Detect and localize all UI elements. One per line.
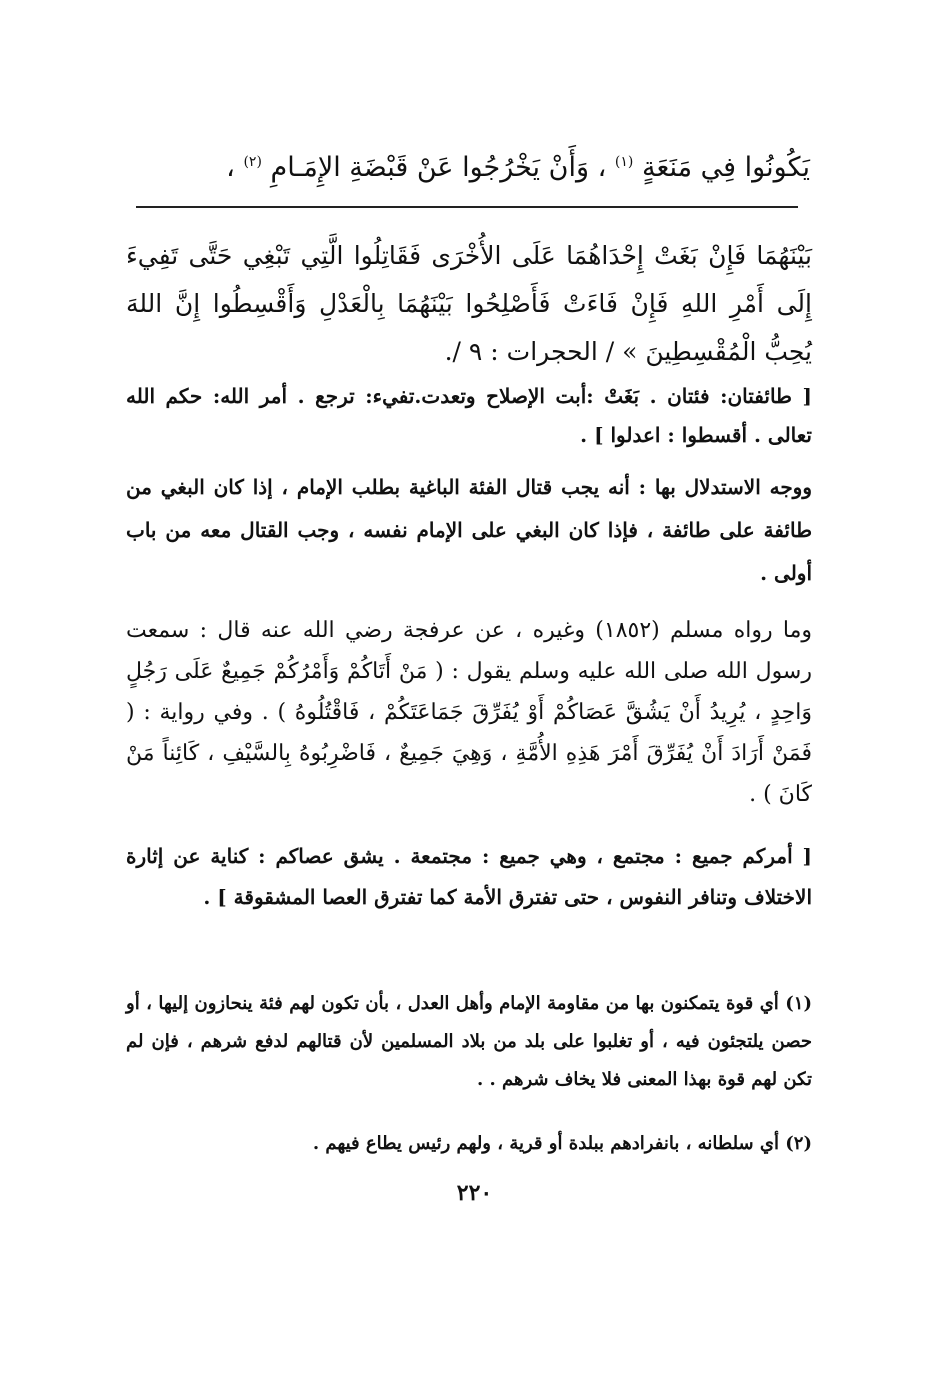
footnote-ref-2: (٢) bbox=[243, 154, 262, 170]
page-number: ٢٢٠ bbox=[456, 1180, 493, 1206]
evidence-paragraph: ووجه الاستدلال بها : أنه يجب قتال الفئة الباغية بطلب الإمام ، إذا كان البغي من طائفة على طائفة ، فإذا كان البغي على الإمام نفسه ، وجب القتال معه من باب أولى . bbox=[126, 475, 812, 585]
footnote-1-text: أي قوة يتمكنون بها من مقاومة الإمام وأهل العدل ، بأن تكون لهم فئة ينحازون إليها ، أو حصن يلتجئون فيه ، أو تغلبوا على بلد من بلاد المسلمين لأن قتالهم لدفع شرهم ، فإن لم تكن لهم قوة بهذا المعنى فلا يخاف شرهم . . bbox=[126, 993, 812, 1090]
hadith-paragraph: وما رواه مسلم (١٨٥٢) وغيره ، عن عرفجة رضي الله عنه قال : سمعت رسول الله صلى الله عليه وسلم يقول : ( مَنْ أَتَاكُمْ وَأَمْرُكُمْ جَمِيعٌ عَلَى رَجُلٍ وَاحِدٍ ، يُرِيدُ أَنْ يَشُقَّ عَصَاكُمْ أَوْ يُفَرِّقَ جَمَاعَتَكُمْ ، فَاقْتُلُوهُ ) . وفي رواية : ( فَمَنْ أَرَادَ أَنْ يُفَرِّقَ أَمْرَ هَذِهِ الأُمَّةِ ، وَهِيَ جَمِيعٌ ، فَاضْرِبُوهُ بِالسَّيْفِ ، كَائِناً مَنْ كَانَ ) . bbox=[126, 618, 813, 807]
footnote-ref-1: (١) bbox=[614, 154, 634, 170]
footnote-2-ref: (٢) bbox=[785, 1133, 812, 1154]
footnote-2-text: أي سلطانه ، بانفرادهم ببلدة أو قرية ، ولهم رئيس يطاع فيهم . bbox=[312, 1133, 779, 1154]
footnote-2 bbox=[126, 1125, 812, 1163]
continuation-text-c: ، bbox=[226, 152, 235, 183]
continuation-text-b: ، وَأَنْ يَخْرُجُوا عَنْ قَبْضَةِ الإِمَـامِ bbox=[270, 152, 607, 183]
footnote-1-ref: (١) bbox=[785, 993, 812, 1014]
hadith-glossary-note: [ أمركم جميع : مجتمع ، وهي جميع : مجتمعة . يشق عصاكم : كناية عن إثارة الاختلاف وتنافر النفوس ، حتى تفترق الأمة كما تفترق العصا المشقوقة ] . bbox=[126, 844, 812, 909]
continuation-line bbox=[120, 140, 810, 190]
continuation-text-a: يَكُونُوا فِي مَنَعَةٍ bbox=[641, 152, 810, 183]
verse-glossary-note: [ طائفتان: فئتان . بَغَتْ :أبت الإصلاح وتعدت.تفيء: ترجع . أمر الله: حكم الله تعالى . أقسطوا : اعدلوا ] . bbox=[126, 384, 812, 447]
horizontal-rule bbox=[136, 206, 798, 208]
quran-verse: بَيْنَهُمَا فَإِنْ بَغَتْ إِحْدَاهُمَا عَلَى الأُخْرَى فَقَاتِلُوا الَّتِي تَبْغِي حَتَّى تَفِيءَ إِلَى أَمْرِ اللهِ فَإِنْ فَاءَتْ فَأَصْلِحُوا بَيْنَهُمَا بِالْعَدْلِ وَأَقْسِطُوا إِنَّ اللهَ يُحِبُّ الْمُقْسِطِينَ » / الحجرات : ٩ /. bbox=[126, 241, 812, 366]
footnote-1 bbox=[126, 985, 812, 1099]
